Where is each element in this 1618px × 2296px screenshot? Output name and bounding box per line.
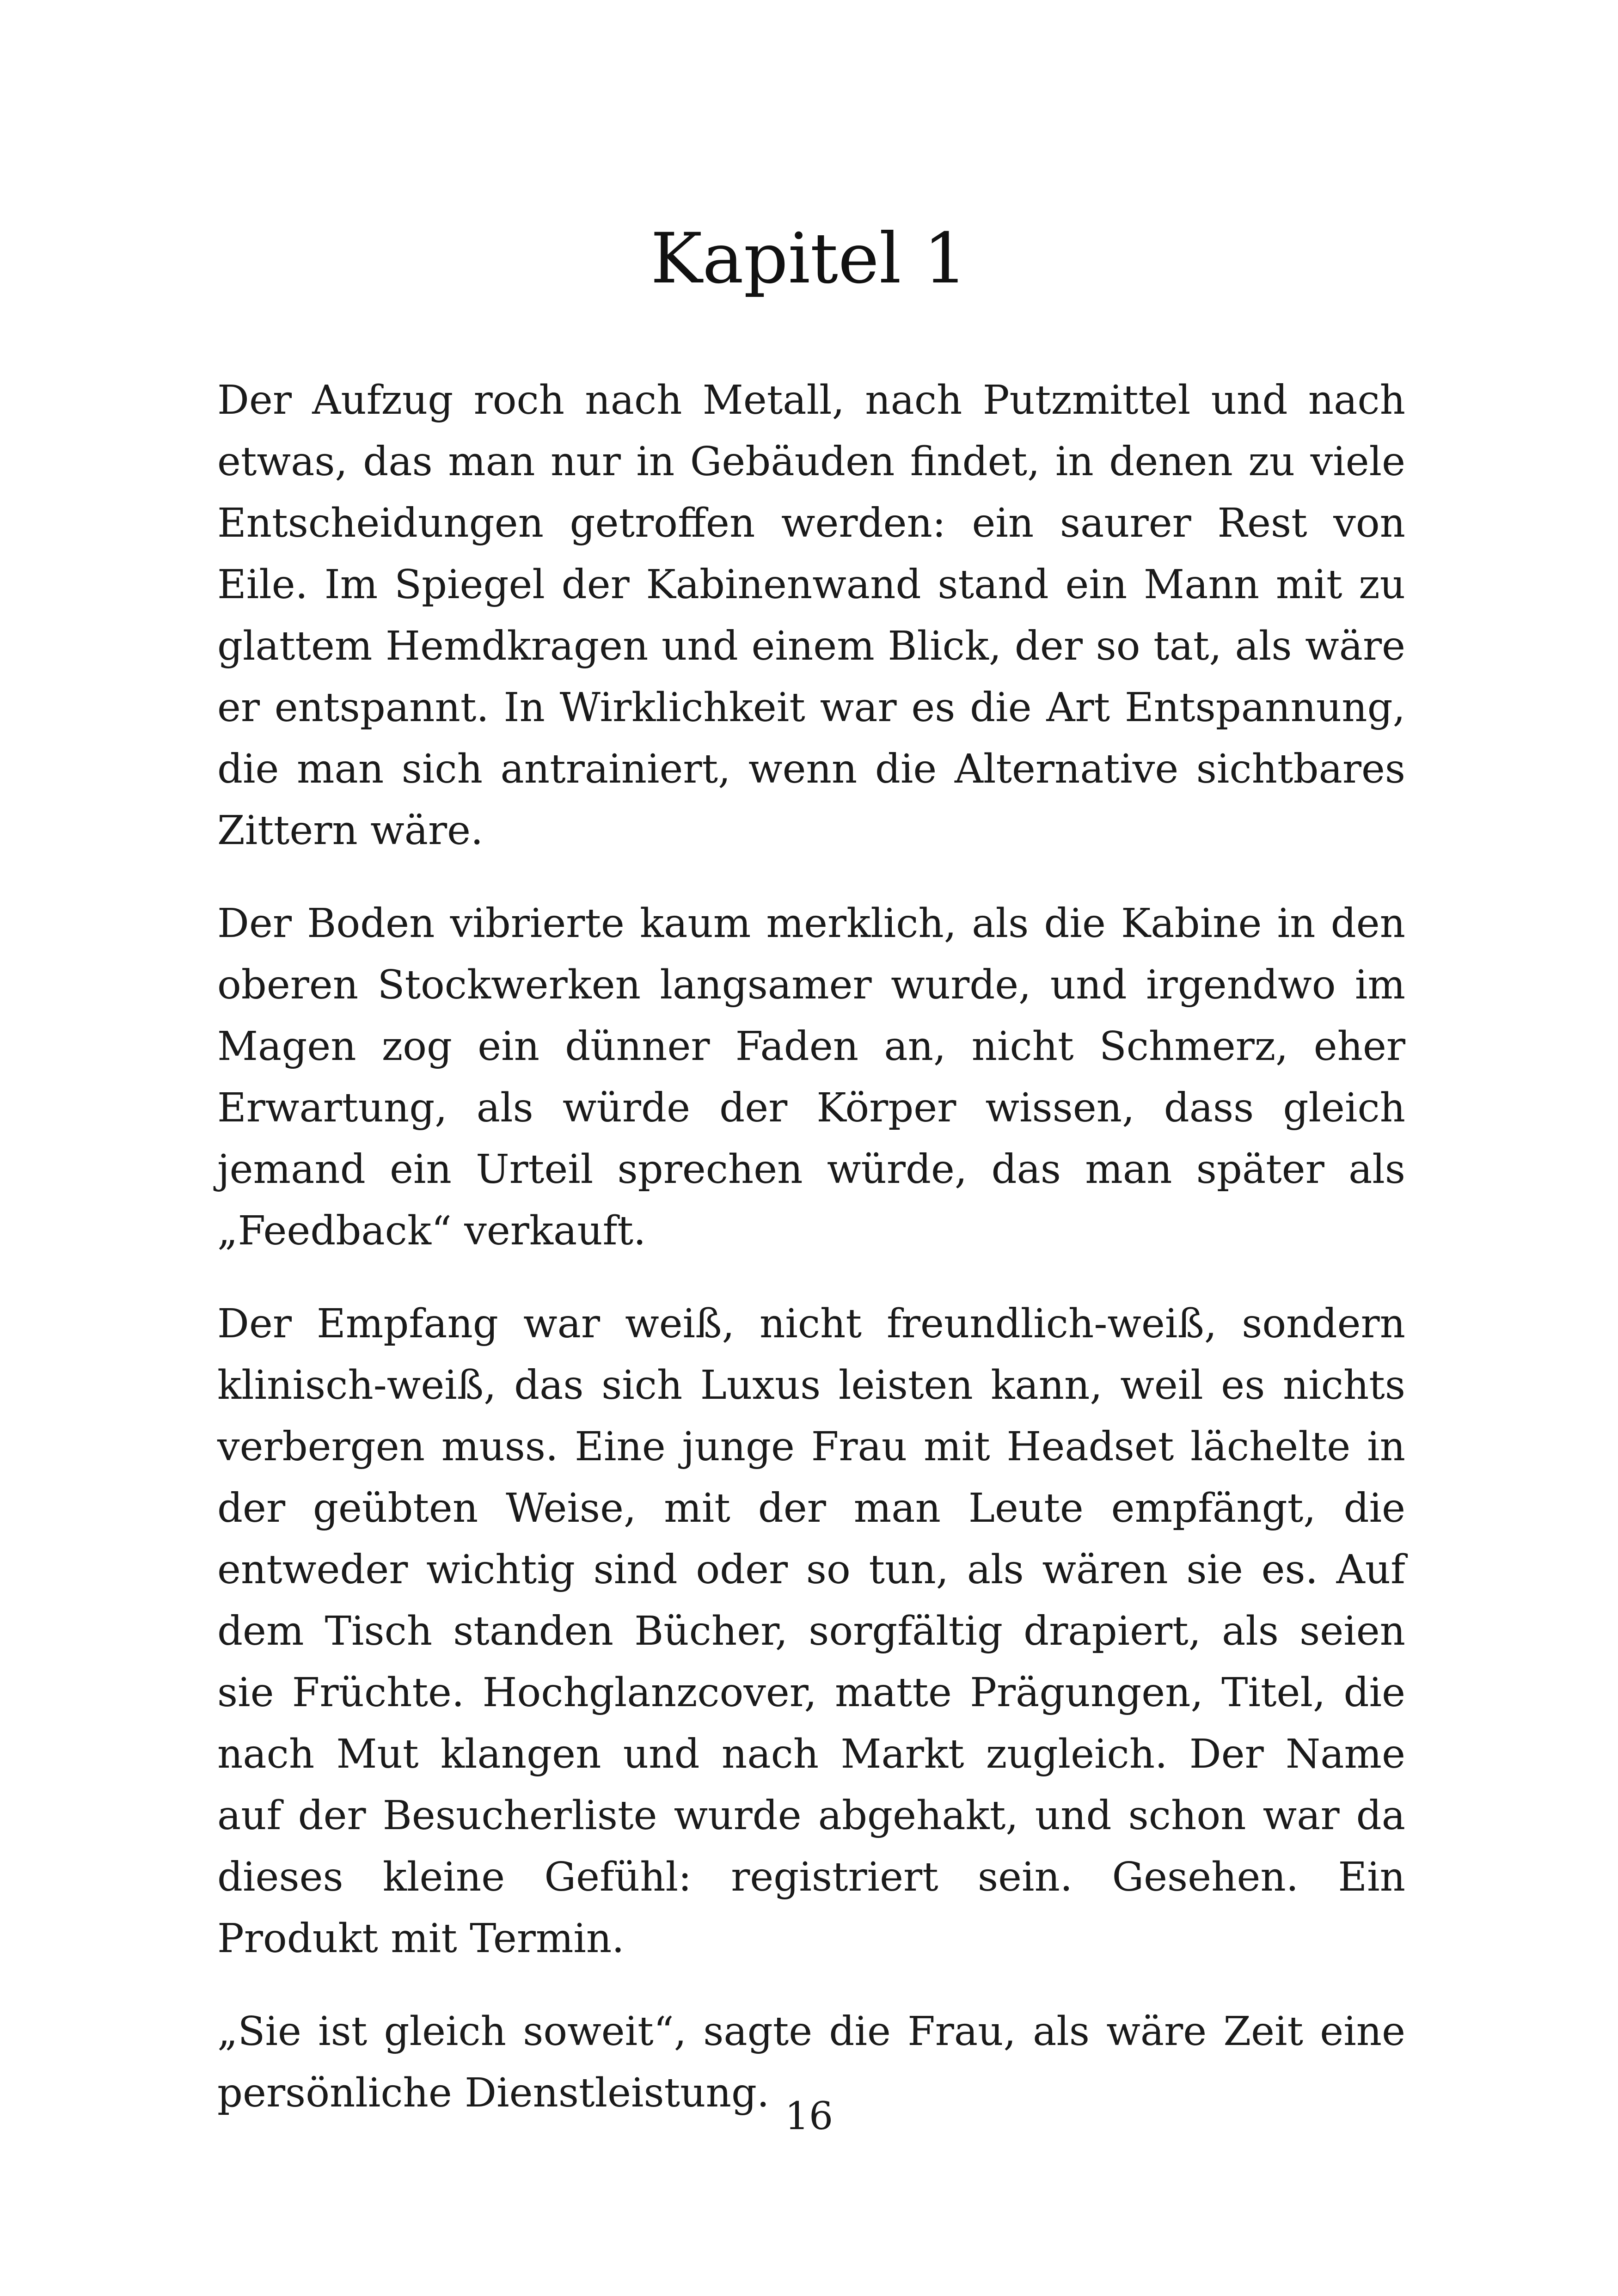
paragraph-3: Der Empfang war weiß, nicht freundlich-weiß, sondern klinisch-weiß, das sich Luxus leisten kann, weil es nichts verbergen muss. Eine junge Frau mit Headset lächelte in der geübten Weise, mit der man Leute empfängt, die entweder wichtig sind oder so tun, als wären sie es. Auf dem Tisch standen Bücher, sorgfältig drapiert, als seien sie Früchte. Hochglanzcover, matte Prägungen, Titel, die nach Mut klangen und nach Markt zugleich. Der Name auf der Besucherliste wurde abgehakt, und schon war da dieses kleine Gefühl: registriert sein. Gesehen. Ein Produkt mit Termin. [217,1301,1405,1962]
paragraph-2: Der Boden vibrierte kaum merklich, als die Kabine in den oberen Stockwerken langsamer wurde, und irgendwo im Magen zog ein dünner Faden an, nicht Schmerz, eher Erwartung, als würde der Körper wissen, dass gleich jemand ein Urteil sprechen würde, das man später als „Feedback“ verkauft. [217,900,1405,1254]
paragraph-1: Der Aufzug roch nach Metall, nach Putzmittel und nach etwas, das man nur in Gebäuden findet, in denen zu viele Entscheidungen getroffen werden: ein saurer Rest von Eile. Im Spiegel der Kabinenwand stand ein Mann mit zu glattem Hemdkragen und einem Blick, der so tat, als wäre er entspannt. In Wirklichkeit war es die Art Entspannung, die man sich antrainiert, wenn die Alternative sichtbares Zittern wäre. [217,377,1405,854]
chapter-body [217,370,1405,2155]
page-number: 16 [784,2094,834,2138]
chapter-title: Kapitel 1 [650,219,968,299]
paragraph-4: „Sie ist gleich soweit“, sagte die Frau, als wäre Zeit eine persönliche Dienstleistung. [217,2008,1405,2116]
